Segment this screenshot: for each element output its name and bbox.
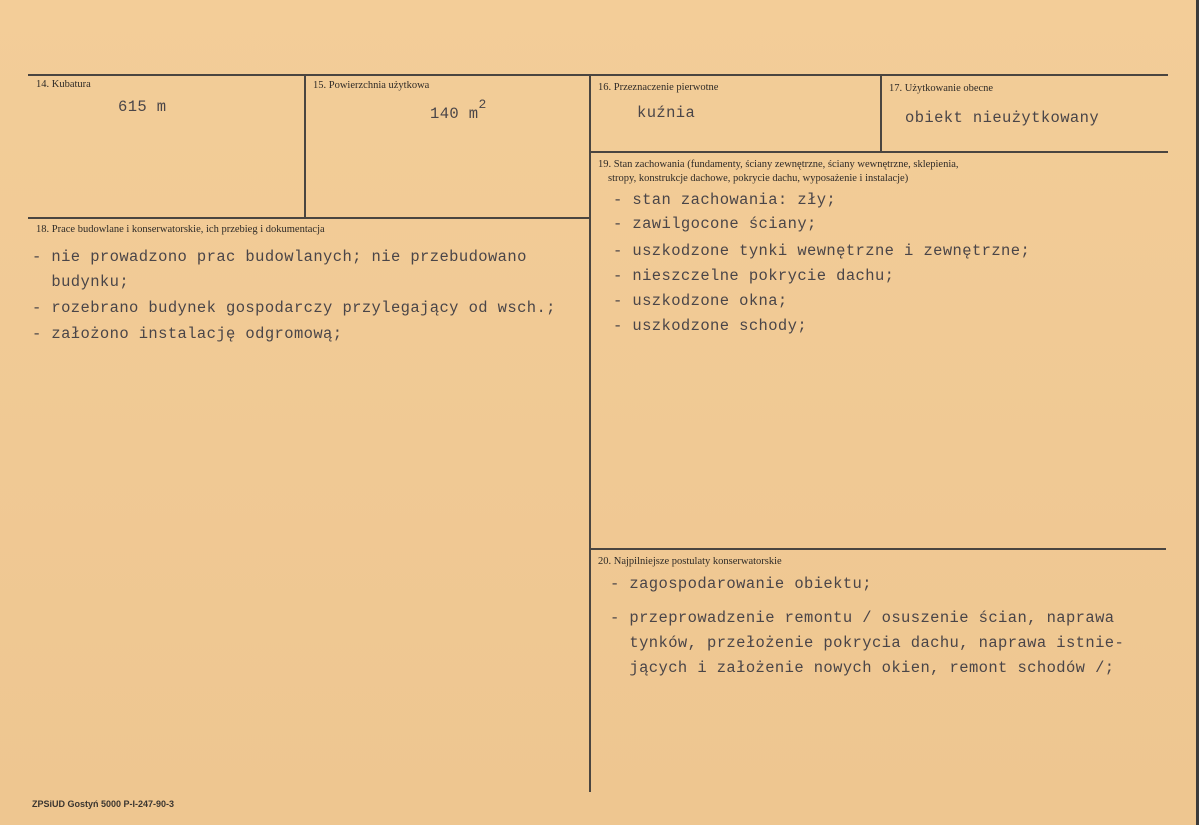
row3-rule-right — [590, 548, 1166, 550]
row2-rule-right — [590, 151, 1168, 153]
print-code: ZPSiUD Gostyń 5000 P-I-247-90-3 — [32, 799, 175, 809]
field-19-line-6: - uszkodzone schody; — [613, 317, 808, 335]
top-rule — [28, 74, 1168, 76]
field-17-value: obiekt nieużytkowany — [905, 109, 1100, 127]
field-19-label-line-2: stropy, konstrukcje dachowe, pokrycie dachu, wyposażenie i instalacje) — [608, 173, 909, 184]
divider-main — [589, 74, 591, 792]
field-16-value: kuźnia — [637, 104, 696, 122]
field-19-line-4: - nieszczelne pokrycie dachu; — [613, 267, 895, 285]
field-17-label: 17. Użytkowanie obecne — [889, 83, 994, 94]
field-14-value: 615 m — [118, 98, 167, 116]
field-16-label: 16. Przeznaczenie pierwotne — [598, 82, 719, 93]
field-19-line-3: - uszkodzone tynki wewnętrzne i zewnętrzne; — [613, 242, 1031, 260]
field-18-line-1: - nie prowadzono prac budowlanych; nie przebudowano — [32, 248, 527, 266]
field-14-label: 14. Kubatura — [36, 79, 91, 90]
field-15-superscript: 2 — [478, 97, 487, 112]
field-20-line-1: - zagospodarowanie obiektu; — [610, 575, 872, 593]
field-18-line-3: - rozebrano budynek gospodarczy przylegający od wsch.; — [32, 299, 556, 317]
divider-14-15 — [304, 74, 306, 218]
field-18-line-4: - założono instalację odgromową; — [32, 325, 343, 343]
field-20-label: 20. Najpilniejsze postulaty konserwatorskie — [598, 556, 782, 567]
field-19-line-1: - stan zachowania: zły; — [613, 191, 837, 209]
field-15-value — [430, 97, 487, 124]
field-18-label: 18. Prace budowlane i konserwatorskie, ich przebieg i dokumentacja — [36, 224, 325, 235]
divider-16-17 — [880, 74, 882, 152]
field-15-number: 140 m — [430, 105, 479, 124]
field-20-line-2: - przeprowadzenie remontu / osuszenie ścian, naprawa — [610, 609, 1115, 627]
field-18-line-2: budynku; — [32, 273, 130, 291]
field-20-line-3: tynków, przełożenie pokrycia dachu, naprawa istnie- — [610, 634, 1125, 652]
field-19-line-5: - uszkodzone okna; — [613, 292, 788, 310]
field-19-label-line-1: 19. Stan zachowania (fundamenty, ściany zewnętrzne, ściany wewnętrzne, sklepienia, — [598, 159, 959, 170]
field-15-label: 15. Powierzchnia użytkowa — [313, 80, 430, 91]
field-19-line-2: - zawilgocone ściany; — [613, 215, 817, 233]
field-20-line-4: jących i założenie nowych okien, remont schodów /; — [610, 659, 1115, 677]
row2-rule-left — [28, 217, 590, 219]
